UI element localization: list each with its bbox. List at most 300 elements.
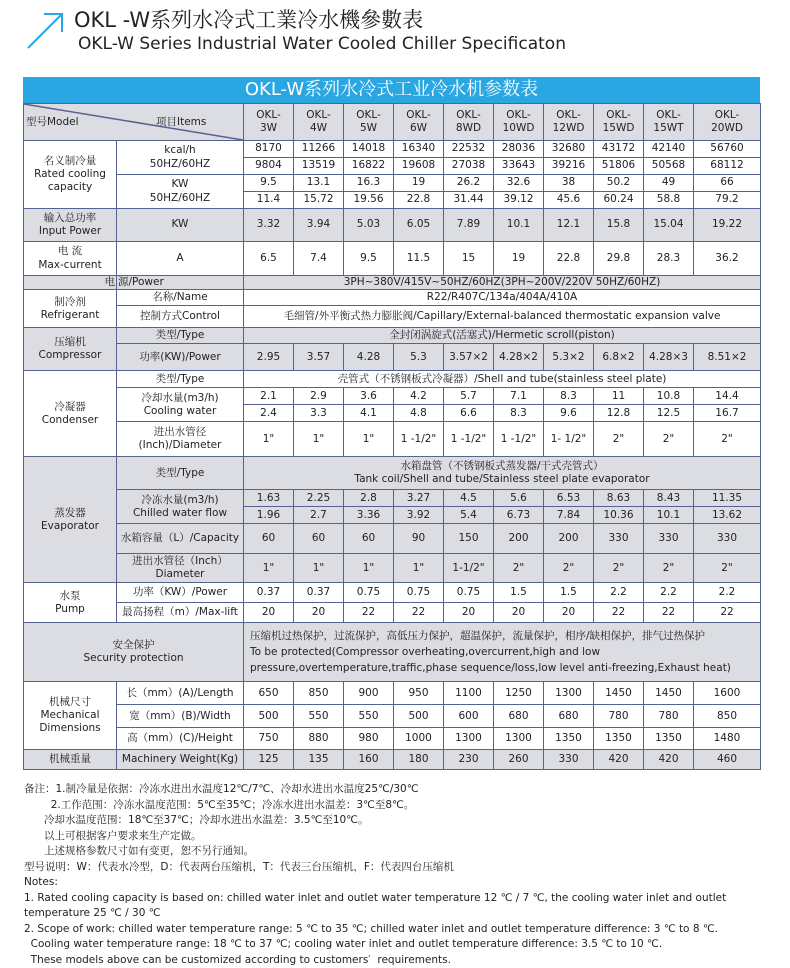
value-cell bbox=[594, 405, 644, 422]
value-cell bbox=[344, 603, 394, 623]
security-value bbox=[244, 623, 761, 682]
cell-text: KW bbox=[118, 178, 242, 191]
cell-text: 4.8 bbox=[395, 407, 442, 420]
cell-text: kcal/h bbox=[118, 144, 242, 157]
cell-text: 0.75 bbox=[445, 586, 492, 599]
cell-text: 680 bbox=[495, 710, 542, 723]
value-cell bbox=[444, 141, 494, 158]
value-cell bbox=[394, 554, 444, 583]
cell-text: 31.44 bbox=[445, 193, 492, 206]
cell-text: 0.37 bbox=[295, 586, 342, 599]
cell-text: 32680 bbox=[545, 142, 592, 155]
cell-text: Compressor bbox=[25, 349, 115, 362]
cell-text: 6.5 bbox=[245, 252, 292, 265]
value-cell bbox=[694, 603, 761, 623]
security-row bbox=[24, 623, 761, 682]
cell-text: 16340 bbox=[395, 142, 442, 155]
value-cell bbox=[344, 209, 394, 242]
value-cell bbox=[594, 388, 644, 405]
pump-lift-row bbox=[24, 603, 761, 623]
value-cell bbox=[244, 682, 294, 705]
value-cell bbox=[644, 603, 694, 623]
power-value bbox=[244, 276, 761, 290]
value-cell bbox=[294, 524, 344, 554]
value-cell bbox=[694, 242, 761, 276]
cell-text: 名称/Name bbox=[118, 291, 242, 304]
cell-text: 功率（KW）/Power bbox=[118, 586, 242, 599]
row-label bbox=[24, 290, 117, 328]
cell-text: 22 bbox=[345, 606, 392, 619]
value-cell bbox=[694, 728, 761, 750]
condenser-water-50 bbox=[24, 388, 761, 405]
value-cell bbox=[244, 603, 294, 623]
cell-text: 10.36 bbox=[595, 509, 642, 522]
cell-text: 2.1 bbox=[245, 390, 292, 403]
table-title: OKL-W系列水冷式工业冷水机参数表 bbox=[23, 77, 760, 103]
note-line: 备注：1.制冷量是依据：冷冻水进出水温度12℃/7℃、冷却水进出水温度25℃/30℃ bbox=[24, 782, 726, 798]
model-label: 型号Model bbox=[26, 116, 79, 129]
cell-text: 1350 bbox=[595, 732, 642, 745]
cell-text: Mechanical Dimensions bbox=[25, 709, 115, 735]
cooling-label bbox=[24, 141, 117, 209]
cell-text: 9.5 bbox=[345, 252, 392, 265]
row-label bbox=[24, 209, 117, 242]
value-cell bbox=[394, 490, 444, 507]
model-header bbox=[544, 104, 594, 141]
value-cell bbox=[344, 422, 394, 457]
cell-text: 8.63 bbox=[595, 492, 642, 505]
cell-text: 330 bbox=[645, 532, 692, 545]
value-cell bbox=[444, 507, 494, 524]
sub-label bbox=[117, 290, 244, 306]
cell-text: 类型/Type bbox=[118, 467, 242, 480]
cell-text: 29.8 bbox=[595, 252, 642, 265]
cell-text: 15 bbox=[445, 252, 492, 265]
value-cell bbox=[394, 192, 444, 209]
cell-text: 1480 bbox=[695, 732, 759, 745]
model-header bbox=[294, 104, 344, 141]
cell-text: 50568 bbox=[645, 159, 692, 172]
cell-text: Security protection bbox=[25, 652, 242, 665]
cell-text: 0.75 bbox=[345, 586, 392, 599]
cell-text: 8.51×2 bbox=[695, 351, 759, 364]
value-cell bbox=[444, 405, 494, 422]
cell-text: 15WT bbox=[645, 122, 692, 135]
note-line: 2. Scope of work: chilled water temperature range: 5 ℃ to 35 ℃; chilled water inlet and outlet temperature difference: 3 ℃ to 8 ℃. bbox=[24, 922, 726, 938]
value-cell bbox=[694, 422, 761, 457]
cell-text: pressure,overtemperature,traffic,phase sequence/loss,low level anti-freezing,Exhaust heat) bbox=[250, 660, 759, 676]
cell-text: 2.2 bbox=[595, 586, 642, 599]
value-cell bbox=[244, 524, 294, 554]
cell-text: 水箱盘管（不锈钢板式蒸发器/干式壳管式） bbox=[245, 460, 759, 473]
cell-text: 230 bbox=[445, 753, 492, 766]
value-cell bbox=[544, 405, 594, 422]
cell-text: Input Power bbox=[25, 225, 115, 238]
cell-text: 1250 bbox=[495, 687, 542, 700]
cell-text: 14.4 bbox=[695, 390, 759, 403]
sub-label bbox=[117, 603, 244, 623]
value-cell bbox=[444, 524, 494, 554]
value-cell bbox=[644, 405, 694, 422]
cell-text: OKL- bbox=[445, 109, 492, 122]
model-header bbox=[344, 104, 394, 141]
value-cell bbox=[644, 583, 694, 603]
cell-text: 19.22 bbox=[695, 218, 759, 231]
sub-label bbox=[117, 371, 244, 388]
cell-text: 8170 bbox=[245, 142, 292, 155]
sub-label bbox=[117, 328, 244, 344]
cell-text: 制冷剂 bbox=[25, 296, 115, 309]
value-cell bbox=[494, 728, 544, 750]
cell-text: 3.94 bbox=[295, 218, 342, 231]
value-cell bbox=[394, 141, 444, 158]
value-cell bbox=[394, 750, 444, 770]
cell-text: 类型/Type bbox=[118, 373, 242, 386]
cell-text: 15.04 bbox=[645, 218, 692, 231]
cell-text: 1000 bbox=[395, 732, 442, 745]
cell-text: 控制方式Control bbox=[118, 310, 242, 323]
cell-text: 850 bbox=[295, 687, 342, 700]
cell-text: 28.3 bbox=[645, 252, 692, 265]
cell-text: 高（mm）(C)/Height bbox=[118, 732, 242, 745]
value-cell bbox=[494, 388, 544, 405]
value-cell bbox=[294, 603, 344, 623]
cell-text: 56760 bbox=[695, 142, 759, 155]
cell-text: 5.03 bbox=[345, 218, 392, 231]
cell-text: 2" bbox=[645, 433, 692, 446]
value-cell bbox=[244, 344, 294, 371]
refrigerant-value bbox=[244, 290, 761, 306]
cell-text: 源/Power bbox=[118, 276, 242, 289]
cell-text: 1350 bbox=[545, 732, 592, 745]
value-cell bbox=[394, 344, 444, 371]
value-cell bbox=[294, 583, 344, 603]
sub-label bbox=[117, 728, 244, 750]
note-line: Notes: bbox=[24, 875, 726, 891]
value-cell bbox=[444, 175, 494, 192]
cell-text: 26.2 bbox=[445, 176, 492, 189]
value-cell bbox=[244, 209, 294, 242]
cell-text: 长（mm）(A)/Length bbox=[118, 687, 242, 700]
cell-text: 输入总功率 bbox=[25, 212, 115, 225]
value-cell bbox=[594, 554, 644, 583]
cell-text: 2" bbox=[495, 562, 542, 575]
cell-text: 5.3 bbox=[395, 351, 442, 364]
cell-text: 6W bbox=[395, 122, 442, 135]
cell-text: 3.27 bbox=[395, 492, 442, 505]
cell-text: 16.7 bbox=[695, 407, 759, 420]
sub-label bbox=[117, 682, 244, 705]
cell-text: 51806 bbox=[595, 159, 642, 172]
value-cell bbox=[594, 682, 644, 705]
cell-text: 1.5 bbox=[545, 586, 592, 599]
value-cell bbox=[544, 175, 594, 192]
value-cell bbox=[444, 209, 494, 242]
condenser-type-row bbox=[24, 371, 761, 388]
row-label bbox=[24, 371, 117, 457]
sub-label bbox=[117, 344, 244, 371]
evaporator-type-row bbox=[24, 457, 761, 490]
cell-text: OKL- bbox=[495, 109, 542, 122]
note-line: 2.工作范围：冷冻水温度范围：5℃至35℃；冷冻水进出水温差：3℃至8℃。 bbox=[24, 798, 726, 814]
value-cell bbox=[344, 728, 394, 750]
cell-text: 200 bbox=[495, 532, 542, 545]
cell-text: 20 bbox=[445, 606, 492, 619]
cell-text: 980 bbox=[345, 732, 392, 745]
value-cell bbox=[644, 728, 694, 750]
cell-text: 蒸发器 bbox=[25, 507, 115, 520]
value-cell bbox=[444, 682, 494, 705]
value-cell bbox=[444, 750, 494, 770]
value-cell bbox=[444, 422, 494, 457]
row-label bbox=[24, 682, 117, 750]
cell-text: 冷凝器 bbox=[25, 401, 115, 414]
cell-text: Tank coil/Shell and tube/Stainless steel plate evaporator bbox=[245, 473, 759, 486]
value-cell bbox=[544, 192, 594, 209]
cell-text: 850 bbox=[695, 710, 759, 723]
cell-text: 名义制冷量 bbox=[25, 155, 115, 168]
value-cell bbox=[244, 750, 294, 770]
value-cell bbox=[394, 728, 444, 750]
value-cell bbox=[694, 490, 761, 507]
unit-cell bbox=[117, 175, 244, 209]
sub-label bbox=[117, 583, 244, 603]
value-cell bbox=[544, 583, 594, 603]
note-line: 以上可根据客户要求来生产定做。 bbox=[24, 829, 726, 845]
cell-text: 6.05 bbox=[395, 218, 442, 231]
value-cell bbox=[244, 242, 294, 276]
value-cell bbox=[494, 344, 544, 371]
cell-text: R22/R407C/134a/404A/410A bbox=[245, 291, 759, 304]
value-cell bbox=[594, 209, 644, 242]
value-cell bbox=[544, 242, 594, 276]
cell-text: 39216 bbox=[545, 159, 592, 172]
cell-text: 10.1 bbox=[495, 218, 542, 231]
value-cell bbox=[394, 682, 444, 705]
value-cell bbox=[594, 158, 644, 175]
value-cell bbox=[394, 524, 444, 554]
value-cell bbox=[644, 192, 694, 209]
value-cell bbox=[694, 158, 761, 175]
value-cell bbox=[444, 554, 494, 583]
value-cell bbox=[544, 158, 594, 175]
cell-text: 1100 bbox=[445, 687, 492, 700]
cell-text: 8WD bbox=[445, 122, 492, 135]
cell-text: 3W bbox=[245, 122, 292, 135]
cell-text: 22.8 bbox=[545, 252, 592, 265]
value-cell bbox=[644, 705, 694, 728]
evaporator-capacity-row bbox=[24, 524, 761, 554]
value-cell bbox=[644, 750, 694, 770]
cell-text: 8.3 bbox=[545, 390, 592, 403]
cell-text: 8.43 bbox=[645, 492, 692, 505]
cell-text: 进出水管径 bbox=[118, 426, 242, 439]
cell-text: 0.37 bbox=[245, 586, 292, 599]
value-cell bbox=[244, 405, 294, 422]
value-cell bbox=[244, 141, 294, 158]
value-cell bbox=[644, 209, 694, 242]
cell-text: 2" bbox=[645, 562, 692, 575]
value-cell bbox=[444, 158, 494, 175]
cell-text: Refrigerant bbox=[25, 309, 115, 322]
value-cell bbox=[244, 388, 294, 405]
value-cell bbox=[644, 141, 694, 158]
value-cell bbox=[294, 388, 344, 405]
cell-text: Cooling water bbox=[118, 405, 242, 418]
value-cell bbox=[694, 192, 761, 209]
value-cell bbox=[594, 141, 644, 158]
cell-text: 68112 bbox=[695, 159, 759, 172]
cell-text: 1" bbox=[395, 562, 442, 575]
value-cell bbox=[494, 750, 544, 770]
sub-label bbox=[117, 388, 244, 422]
cell-text: 1300 bbox=[495, 732, 542, 745]
cell-text: 880 bbox=[295, 732, 342, 745]
cell-text: 600 bbox=[445, 710, 492, 723]
sub-label bbox=[117, 705, 244, 728]
cell-text: 28036 bbox=[495, 142, 542, 155]
cell-text: 12WD bbox=[545, 122, 592, 135]
value-cell bbox=[594, 242, 644, 276]
evaporator-diameter-row bbox=[24, 554, 761, 583]
value-cell bbox=[294, 422, 344, 457]
value-cell bbox=[544, 422, 594, 457]
evaporator-flow-50 bbox=[24, 490, 761, 507]
value-cell bbox=[394, 705, 444, 728]
value-cell bbox=[294, 682, 344, 705]
cell-text: Machinery Weight(Kg) bbox=[118, 753, 242, 766]
cell-text: 14018 bbox=[345, 142, 392, 155]
value-cell bbox=[694, 507, 761, 524]
compressor-type-row bbox=[24, 328, 761, 344]
unit-cell bbox=[117, 209, 244, 242]
cell-text: 7.4 bbox=[295, 252, 342, 265]
cell-text: 6.6 bbox=[445, 407, 492, 420]
cell-text: 2" bbox=[595, 562, 642, 575]
model-header bbox=[444, 104, 494, 141]
header-row bbox=[24, 104, 761, 141]
cell-text: 150 bbox=[445, 532, 492, 545]
model-header bbox=[644, 104, 694, 141]
sub-label bbox=[117, 422, 244, 457]
cell-text: 45.6 bbox=[545, 193, 592, 206]
notes bbox=[24, 782, 726, 968]
note-line: 冷却水温度范围：18℃至37℃；冷却水进出水温差：3.5℃至10℃。 bbox=[24, 813, 726, 829]
cell-text: 11 bbox=[595, 390, 642, 403]
cell-text: 3.57 bbox=[295, 351, 342, 364]
cell-text: 2.95 bbox=[245, 351, 292, 364]
model-header bbox=[694, 104, 761, 141]
cell-text: 22532 bbox=[445, 142, 492, 155]
length-row bbox=[24, 682, 761, 705]
cell-text: 16822 bbox=[345, 159, 392, 172]
cell-text: 135 bbox=[295, 753, 342, 766]
cell-text: OKL- bbox=[245, 109, 292, 122]
row-label bbox=[24, 328, 117, 371]
cell-text: 8.3 bbox=[495, 407, 542, 420]
cell-text: 330 bbox=[695, 532, 759, 545]
note-line: Cooling water temperature range: 18 ℃ to 37 ℃; cooling water inlet and outlet temperature difference: 3.5 ℃ to 10 ℃. bbox=[24, 937, 726, 953]
cell-text: 15WD bbox=[595, 122, 642, 135]
cell-text: 500 bbox=[395, 710, 442, 723]
value-cell bbox=[344, 682, 394, 705]
cell-text: 750 bbox=[245, 732, 292, 745]
value-cell bbox=[394, 158, 444, 175]
cell-text: OKL- bbox=[345, 109, 392, 122]
cell-text: 39.12 bbox=[495, 193, 542, 206]
cell-text: 9.6 bbox=[545, 407, 592, 420]
value-cell bbox=[244, 554, 294, 583]
note-line: temperature 25 ℃ / 30 ℃ bbox=[24, 906, 726, 922]
value-cell bbox=[544, 728, 594, 750]
note-line: These models above can be customized according to customers′ requirements. bbox=[24, 953, 726, 968]
value-cell bbox=[244, 583, 294, 603]
value-cell bbox=[294, 242, 344, 276]
cell-text: 2.4 bbox=[245, 407, 292, 420]
value-cell bbox=[444, 583, 494, 603]
cell-text: 60 bbox=[345, 532, 392, 545]
cell-text: 1600 bbox=[695, 687, 759, 700]
cell-text: 36.2 bbox=[695, 252, 759, 265]
value-cell bbox=[444, 603, 494, 623]
value-cell bbox=[444, 705, 494, 728]
cell-text: 4W bbox=[295, 122, 342, 135]
cell-text: 2" bbox=[695, 562, 759, 575]
cell-text: 200 bbox=[545, 532, 592, 545]
value-cell bbox=[344, 554, 394, 583]
cell-text: 1" bbox=[245, 562, 292, 575]
cell-text: 1.96 bbox=[245, 509, 292, 522]
cell-text: To be protected(Compressor overheating,overcurrent,high and low bbox=[250, 644, 759, 660]
cell-text: 160 bbox=[345, 753, 392, 766]
cell-text: 1" bbox=[345, 433, 392, 446]
value-cell bbox=[694, 209, 761, 242]
cell-text: 650 bbox=[245, 687, 292, 700]
cell-text: 全封闭涡旋式(活塞式)/Hermetic scroll(piston) bbox=[245, 329, 759, 342]
cell-text: 22 bbox=[645, 606, 692, 619]
cell-text: 机械重量 bbox=[25, 753, 115, 766]
value-cell bbox=[244, 705, 294, 728]
value-cell bbox=[594, 422, 644, 457]
title-chinese: OKL -W系列水冷式工業冷水機參數表 bbox=[74, 4, 423, 34]
note-line: 1. Rated cooling capacity is based on: chilled water inlet and outlet water temperature 12 ℃ / 7 ℃, the cooling water inlet and outlet bbox=[24, 891, 726, 907]
cell-text: 1300 bbox=[545, 687, 592, 700]
cell-text: 50HZ/60HZ bbox=[118, 158, 242, 171]
cell-text: OKL- bbox=[645, 109, 692, 122]
cell-text: 3.6 bbox=[345, 390, 392, 403]
value-cell bbox=[444, 388, 494, 405]
condenser-type-value bbox=[244, 371, 761, 388]
cell-text: 22 bbox=[595, 606, 642, 619]
value-cell bbox=[544, 554, 594, 583]
cell-text: 10.8 bbox=[645, 390, 692, 403]
value-cell bbox=[544, 388, 594, 405]
cell-text: 22.8 bbox=[395, 193, 442, 206]
cell-text: 19 bbox=[495, 252, 542, 265]
model-header bbox=[244, 104, 294, 141]
cell-text: 2.2 bbox=[695, 586, 759, 599]
cell-text: 3.32 bbox=[245, 218, 292, 231]
cell-text: 1" bbox=[295, 433, 342, 446]
model-header bbox=[394, 104, 444, 141]
cell-text: 1" bbox=[295, 562, 342, 575]
value-cell bbox=[494, 242, 544, 276]
cell-text: 550 bbox=[345, 710, 392, 723]
cell-text: 22 bbox=[695, 606, 759, 619]
value-cell bbox=[344, 705, 394, 728]
cell-text: 冷却水量(m3/h) bbox=[118, 392, 242, 405]
value-cell bbox=[494, 192, 544, 209]
